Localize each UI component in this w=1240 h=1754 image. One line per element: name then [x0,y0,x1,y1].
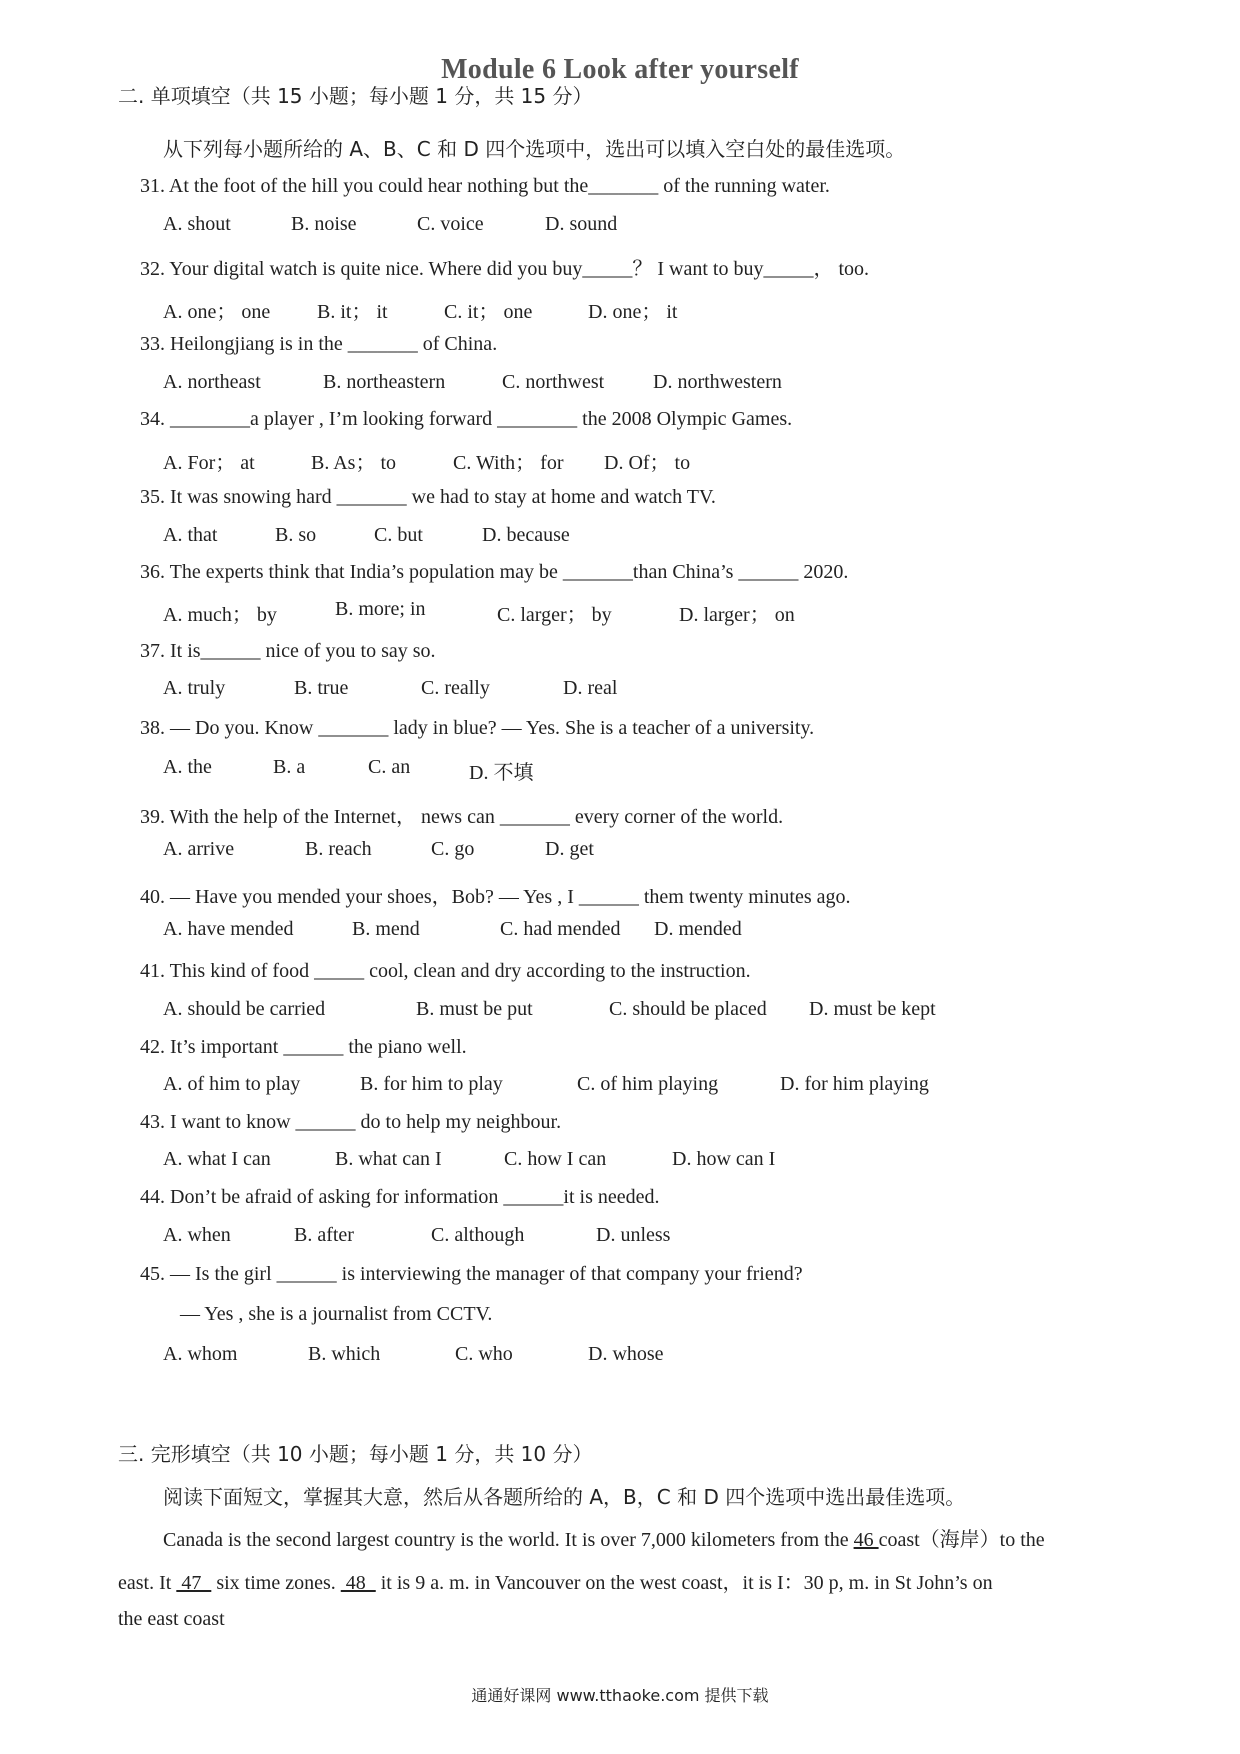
option-a: A. of him to play [163,1073,301,1095]
option-b: B. reach [305,838,372,860]
option-a: A. northeast [163,371,261,393]
option-a: A. much； by [163,604,277,626]
section3-instruction: 阅读下面短文，掌握其大意，然后从各题所给的 A，B，C 和 D 四个选项中选出最佳选项。 [163,1485,966,1509]
question-stem: 45. — Is the girl ______ is interviewing the manager of that company your friend? [140,1263,803,1285]
option-a: A. should be carried [163,998,326,1020]
option-a: A. have mended [163,918,294,940]
passage-text: coast（海岸）to the [878,1529,1045,1551]
option-d: D. one； it [588,301,678,323]
option-b: B. northeastern [323,371,446,393]
option-c: C. northwest [502,371,605,393]
passage-text: six time zones. [211,1572,341,1594]
option-d: D. for him playing [780,1073,929,1095]
option-b: B. mend [352,918,420,940]
question-stem: 37. It is______ nice of you to say so. [140,640,436,662]
option-d: D. get [545,838,594,860]
question-stem: 32. Your digital watch is quite nice. Where did you buy_____？ I want to buy_____， too. [140,258,869,280]
option-d: D. sound [545,213,618,235]
option-d: D. northwestern [653,371,782,393]
question-options [163,1148,1063,1174]
question-options [163,838,1063,864]
question-stem: 31. At the foot of the hill you could hear nothing but the_______ of the running water. [140,175,830,197]
question-stem: 39. With the help of the Internet， news can _______ every corner of the world. [140,806,784,828]
option-d: D. because [482,524,570,546]
option-d: D. must be kept [809,998,936,1020]
option-a: A. For； at [163,452,255,474]
module-title: Module 6 Look after yourself [441,54,799,85]
option-a: A. the [163,756,212,778]
option-b: B. which [308,1343,381,1365]
blank-47: 47 [176,1572,212,1594]
option-d: D. mended [654,918,742,940]
option-c: C. really [421,677,490,699]
question-stem: 42. It’s important ______ the piano well. [140,1036,467,1058]
option-c: C. an [368,756,411,778]
question-options [163,524,1063,550]
option-c: C. it； one [444,301,533,323]
option-d: D. real [563,677,618,699]
question-stem: 38. — Do you. Know _______ lady in blue? — Yes. She is a teacher of a university. [140,717,815,739]
passage-text: it is 9 a. m. in Vancouver on the west coast，it is I：30 p, m. in St John’s on [375,1572,993,1594]
option-b: B. more; in [335,598,426,620]
question-stem: 43. I want to know ______ do to help my neighbour. [140,1111,562,1133]
option-b: B. what can I [335,1148,442,1170]
option-c: C. had mended [500,918,621,940]
question-options [163,756,1063,782]
question-options [163,213,1063,239]
option-b: B. noise [291,213,357,235]
option-a: A. truly [163,677,226,699]
option-b: B. it； it [317,301,388,323]
option-b: B. for him to play [360,1073,503,1095]
option-b: B. so [275,524,317,546]
option-c: C. of him playing [577,1073,719,1095]
section3-heading: 三. 完形填空（共 10 小题；每小题 1 分，共 10 分） [118,1442,593,1466]
option-a: A. what I can [163,1148,271,1170]
option-b: B. As； to [311,452,397,474]
option-b: B. must be put [416,998,533,1020]
question-stem: 44. Don’t be afraid of asking for information ______it is needed. [140,1186,660,1208]
option-a: A. that [163,524,218,546]
option-c: C. should be placed [609,998,767,1020]
option-c: C. go [431,838,475,860]
option-c: C. With； for [453,452,564,474]
question-stem: 34. ________a player , I’m looking forward ________ the 2008 Olympic Games. [140,408,793,430]
question-stem-reply: — Yes , she is a journalist from CCTV. [180,1303,493,1325]
question-stem: 33. Heilongjiang is in the _______ of China. [140,333,498,355]
question-options [163,598,1063,624]
question-options [163,371,1063,397]
option-c: C. larger； by [497,604,612,626]
option-d: D. 不填 [469,762,534,784]
option-d: D. unless [596,1224,671,1246]
passage-line-3: the east coast [118,1608,225,1630]
option-d: D. Of； to [604,452,691,474]
option-d: D. how can I [672,1148,776,1170]
option-a: A. arrive [163,838,235,860]
option-a: A. whom [163,1343,238,1365]
question-stem: 41. This kind of food _____ cool, clean and dry according to the instruction. [140,960,751,982]
option-c: C. but [374,524,423,546]
question-options [163,918,1063,944]
question-stem: 35. It was snowing hard _______ we had to stay at home and watch TV. [140,486,716,508]
passage-line-1 [163,1523,1045,1552]
question-options [163,998,1063,1024]
option-c: C. how I can [504,1148,607,1170]
question-stem: 36. The experts think that India’s population may be _______than China’s ______ 2020. [140,561,849,583]
option-b: B. true [294,677,349,699]
option-a: A. when [163,1224,231,1246]
question-options [163,446,1063,472]
option-a: A. one； one [163,301,271,323]
option-d: D. larger； on [679,604,795,626]
passage-line-2 [118,1566,993,1595]
option-b: B. after [294,1224,354,1246]
option-d: D. whose [588,1343,664,1365]
question-stem: 40. — Have you mended your shoes，Bob? — Yes , I ______ them twenty minutes ago. [140,886,851,908]
question-options [163,1343,1063,1369]
section2-heading: 二. 单项填空（共 15 小题；每小题 1 分，共 15 分） [118,84,593,108]
question-options [163,677,1063,703]
footer-credit: 通通好课网 www.tthaoke.com 提供下载 [471,1686,769,1705]
passage-text: east. It [118,1572,177,1594]
section2-instruction: 从下列每小题所给的 A、B、C 和 D 四个选项中，选出可以填入空白处的最佳选项。 [163,137,906,161]
blank-48: 48 [340,1572,376,1594]
question-options [163,295,1063,321]
question-options [163,1073,1063,1099]
passage-text: Canada is the second largest country is the world. It is over 7,000 kilometers from the [163,1529,854,1551]
option-b: B. a [273,756,306,778]
option-a: A. shout [163,213,231,235]
option-c: C. voice [417,213,484,235]
blank-46: 46 [853,1529,879,1551]
option-c: C. who [455,1343,513,1365]
option-c: C. although [431,1224,525,1246]
question-options [163,1224,1063,1250]
